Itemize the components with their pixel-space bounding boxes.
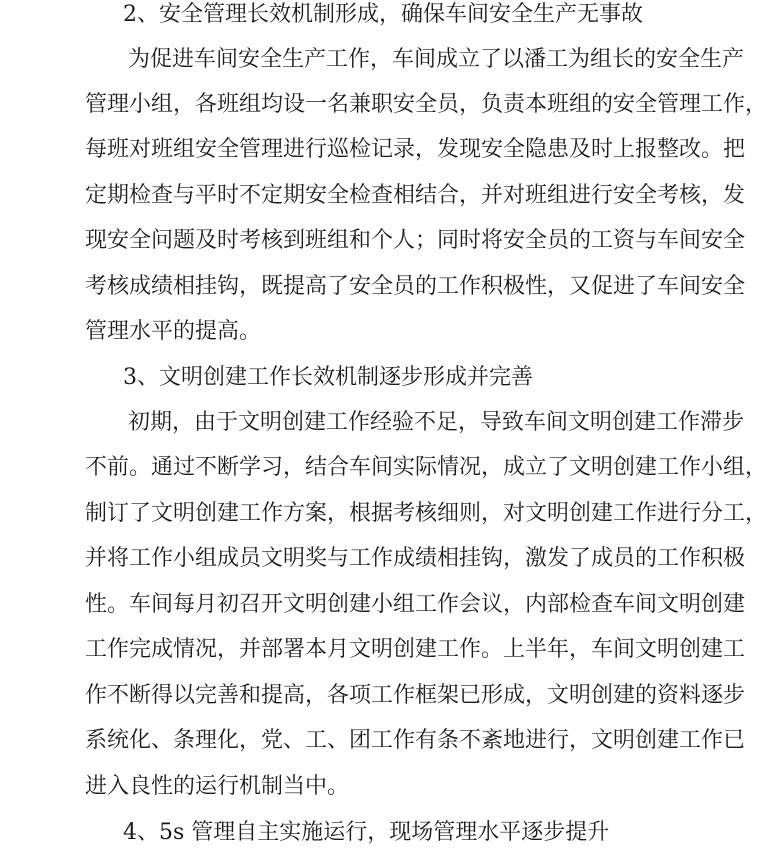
paragraph-line: 作不断得以完善和提高，各项工作框架已形成，文明创建的资料逐步: [85, 683, 746, 708]
paragraph-line: 制订了文明创建工作方案，根据考核细则，对文明创建工作进行分工，: [85, 501, 768, 526]
paragraph-line: 现安全问题及时考核到班组和个人；同时将安全员的工资与车间安全: [85, 228, 746, 253]
paragraph-line: 不前。通过不断学习，结合车间实际情况，成立了文明创建工作小组，: [85, 455, 768, 480]
paragraph-line: 并将工作小组成员文明奖与工作成绩相挂钩，激发了成员的工作积极: [85, 546, 746, 571]
paragraph-line: 系统化、条理化，党、工、团工作有条不紊地进行，文明创建工作已: [85, 728, 746, 753]
paragraph-line: 工作完成情况，并部署本月文明创建工作。上半年，车间文明创建工: [85, 637, 746, 662]
paragraph-line: 每班对班组安全管理进行巡检记录，发现安全隐患及时上报整改。把: [85, 137, 746, 162]
section-heading-3: 3、文明创建工作长效机制逐步形成并完善: [123, 365, 533, 390]
section-heading-2: 2、安全管理长效机制形成，确保车间安全生产无事故: [123, 2, 643, 27]
paragraph-line: 考核成绩相挂钩，既提高了安全员的工作积极性，又促进了车间安全: [85, 274, 746, 299]
paragraph-line: 定期检查与平时不定期安全检查相结合，并对班组进行安全考核，发: [85, 183, 746, 208]
paragraph-line: 性。车间每月初召开文明创建小组工作会议，内部检查车间文明创建: [85, 592, 746, 617]
paragraph-line: 管理水平的提高。: [85, 319, 262, 344]
paragraph-line: 进入良性的运行机制当中。: [85, 774, 350, 799]
paragraph-line: 为促进车间安全生产工作，车间成立了以潘工为组长的安全生产: [128, 47, 745, 72]
section-heading-4: 4、5s 管理自主实施运行，现场管理水平逐步提升: [123, 820, 610, 845]
paragraph-line: 初期，由于文明创建工作经验不足，导致车间文明创建工作滞步: [128, 410, 745, 435]
paragraph-line: 管理小组，各班组均设一名兼职安全员，负责本班组的安全管理工作，: [85, 92, 768, 117]
